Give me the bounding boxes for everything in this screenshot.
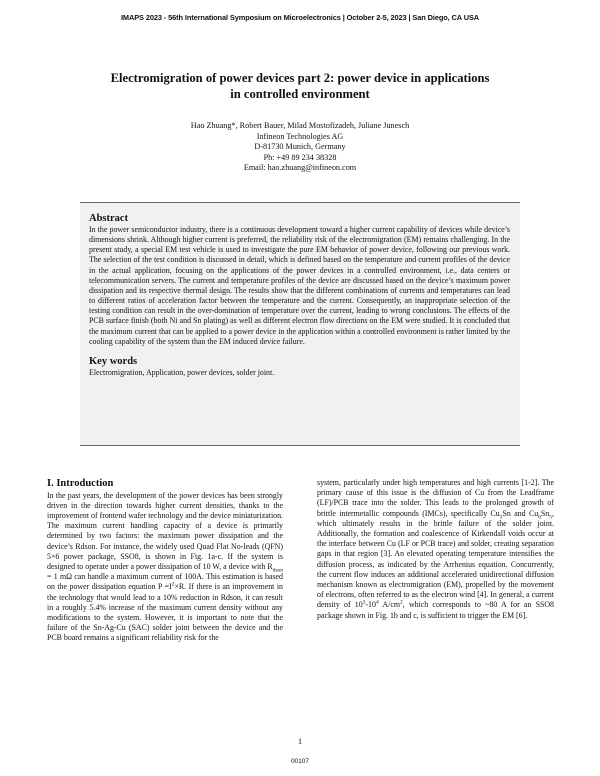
- intro-paragraph-right: system, particularly under high temperatures and high currents [1-2]. The primary cause of this issue is the diffusion of Cu from the Leadframe (LF)/PCB trace into the solder. This leads to the prolonged growth of brittle intermetallic compounds (IMCs), specifically $Cu_3Sn$ and $Cu_6Sn_5$, which ultimately results in the brittle failure of the solder joint. Additionally, the formation and coalescence of Kirkendall voids occur at the interface between Cu (LF or PCB trace) and solder, creating separation gaps in that region [3]. An elevated operating temperature intensifies the diffusion process, as indicated by the Arrhenius equation. Concurrently, the current flow induces an additional accelerated unidirectional diffusion mechanism known as electromigration (EM), propelled by the movement of electrons, often referred to as the electron wind [4]. In general, a current density of $10^3-10^4$ $A/cm^2$, which corresponds to ~80 A for an SSO8 package shown in Fig. 1b and c, is sufficient to trigger the EM [6].: [317, 478, 554, 620]
- abstract-heading: Abstract: [89, 213, 129, 224]
- author-block: [100, 121, 500, 174]
- conference-banner: IMAPS 2023 - 56th International Symposium on Microelectronics | October 2-5, 2023 | San Diego, CA USA: [120, 13, 480, 22]
- abstract-box: [80, 202, 520, 446]
- intro-paragraph-left: In the past years, the development of the power devices has been strongly driven in the direction towards higher current densities, thanks to the improvement of frontend wafer technology and the device miniaturization. The maximum current handling capacity of a device is primarily determined by two factors: the maximum power dissipation and the device’s Rdson. For instance, the widely used Quad Flat No-leads (QFN) 5×6 power package, SSO8, is shown in Fig. 1a-c. If the system is designed to operate under a power dissipation of 10 W, a device with $R_{dson} = 1$ mΩ can handle a maximum current of 100A. This estimation is based on the power dissipation equation $P =I^2\times R$. If there is an improvement in the technology that would lead to a 10% reduction in Rdson, it can result in a roughly 5.4% increase of the maximum current density without any modifications to the system. However, it is important to note that the failure of the Sn-Ag-Cu (SAC) solder joint between the device and the PCB board remains a significant reliability risk for the: [47, 490, 283, 643]
- authors: Hao Zhuang*, Robert Bauer, Milad Mostofizadeh, Juliane Junesch: [190, 121, 410, 130]
- intro-right-column: [317, 478, 554, 621]
- email: Email: hao.zhuang@infineon.com: [243, 163, 357, 173]
- intro-left-column: [47, 478, 283, 644]
- document-number: 00107: [291, 758, 309, 765]
- keywords-text: Electromigration, Application, power devices, solder joint.: [89, 367, 275, 377]
- paper-title: [70, 70, 530, 102]
- title-line-1: Electromigration of power devices part 2: power device in applications: [110, 71, 490, 85]
- title-line-2: in controlled environment: [230, 87, 370, 101]
- keywords-heading: Key words: [89, 355, 138, 367]
- abstract-text: In the power semiconductor industry, there is a continuous development toward a higher current capability of devices while device’s dimensions shrink. Although higher current is preferred, the reliability risk of the electromigration (EM) remains challenging. In the present study, a special EM test vehicle is used to investigate the pure EM behavior of power device, following our previous work. The selection of the test condition is discussed in detail, which is defined based on the temperature and current profiles of the device in the actual application, focusing on the applications of the power devices in a controlled environment, i.e., data centers or telecommunication servers. The current and temperature profiles of the device are discussed based on the device’s maximum power dissipation and its respective thermal design. The results show that the different combinations of currents and temperatures can lead to different ratios of acceleration factor between the temperature and the current. Consequently, an inappropriate selection of the testing condition can result in the over-domination of temperature over the current, leading to wrong conclusions. The effects of the PCB surface finish (both Ni and Sn plating) as well as different electron flow directions on the EM were studied. It is concluded that the maximum current that can be applied to a power device in the application within a controlled environment is rather limited by the cooling capability of the system than the EM induced device failure.: [89, 225, 510, 346]
- intro-heading: I. Introduction: [47, 478, 114, 489]
- phone: Ph: +49 89 234 38328: [263, 152, 337, 162]
- page-number: 1: [297, 736, 303, 746]
- organization: Infineon Technologies AG: [256, 131, 344, 141]
- address: D-81730 Munich, Germany: [254, 142, 346, 152]
